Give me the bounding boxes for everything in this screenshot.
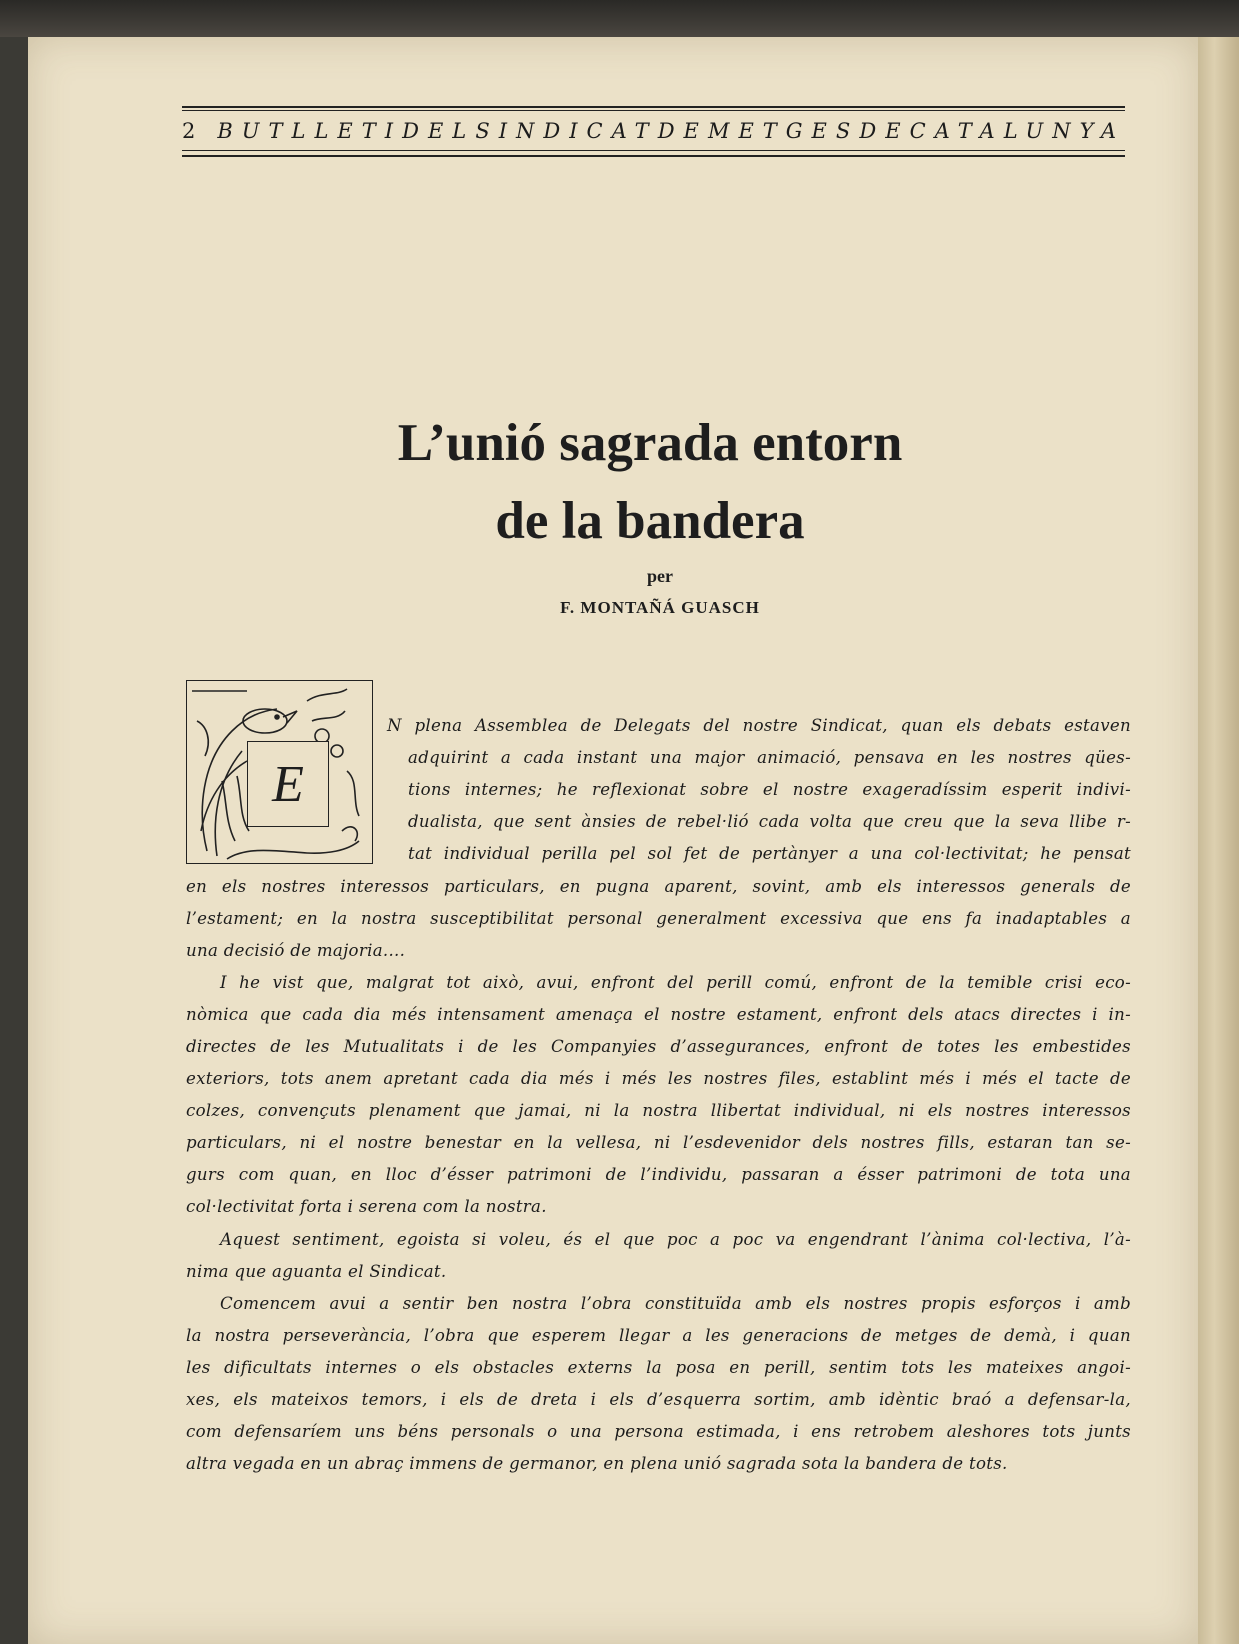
body-line: particulars, ni el nostre benestar en la vellesa, ni l’esdevenidor dels nostres fills, estaran tan se- xyxy=(186,1133,1131,1152)
header-rule-top-thin xyxy=(182,110,1125,111)
body-line: en els nostres interessos particulars, en pugna aparent, sovint, amb els interessos generals de xyxy=(186,877,1131,896)
author-name: F. MONTAÑÁ GUASCH xyxy=(560,598,760,617)
running-header xyxy=(182,114,1125,148)
header-rule-top xyxy=(182,106,1125,108)
body-line: la nostra perseverància, l’obra que esperem llegar a les generacions de metges de demà, i quan xyxy=(186,1326,1131,1345)
page-number: 2 xyxy=(182,119,196,143)
body-line: I he vist que, malgrat tot això, avui, enfront del perill comú, enfront de la temible crisi eco- xyxy=(220,973,1131,992)
running-head-word: BUTLLETI xyxy=(217,119,403,143)
ornamental-initial xyxy=(186,680,373,864)
body-line: nima que aguanta el Sindicat. xyxy=(186,1262,447,1281)
body-line: exteriors, tots anem apretant cada dia més i més les nostres files, establint més i més el tacte de xyxy=(186,1069,1131,1088)
body-line: altra vegada en un abraç immens de germanor, en plena unió sagrada sota la bandera de tots. xyxy=(186,1454,1008,1473)
body-line: N plena Assemblea de Delegats del nostre Sindicat, quan els debats estaven xyxy=(387,716,1131,735)
header-rule-bottom-thin xyxy=(182,150,1125,151)
scan-top-edge xyxy=(0,0,1239,37)
body-line: una decisió de majoria.... xyxy=(186,941,406,960)
body-line: xes, els mateixos temors, i els de dreta i els d’esquerra sortim, amb idèntic braó a defensar-la, xyxy=(186,1390,1131,1409)
body-line: directes de les Mutualitats i de les Companyies d’assegurances, enfront de totes les embestides xyxy=(186,1037,1131,1056)
running-head-word: SINDICAT xyxy=(475,119,658,143)
body-line: adquirint a cada instant una major animació, pensava en les nostres qües- xyxy=(408,748,1131,767)
running-head-word: METGES xyxy=(707,119,860,143)
page-edge xyxy=(1198,37,1239,1644)
title-line-1: L’unió sagrada entorn xyxy=(397,414,903,472)
header-rule-bottom xyxy=(182,155,1125,157)
body-line: dualista, que sent ànsies de rebel·lió cada volta que creu que la seva llibe r- xyxy=(408,812,1131,831)
running-head-word: DEL xyxy=(402,119,476,143)
body-line: nòmica que cada dia més intensament amenaça el nostre estament, enfront dels atacs directes i in- xyxy=(186,1005,1131,1024)
running-head xyxy=(217,119,1125,143)
running-head-word: DE xyxy=(657,119,708,143)
body-line: colzes, convençuts plenament que jamai, ni la nostra llibertat individual, ni els nostres interessos xyxy=(186,1101,1131,1120)
body-line: Aquest sentiment, egoista si voleu, és el que poc a poc va engendrant l’ànima col·lectiva, l’à- xyxy=(220,1230,1131,1249)
running-head-word: DE xyxy=(859,119,910,143)
title-line-2: de la bandera xyxy=(495,492,805,550)
body-line: tions internes; he reflexionat sobre el nostre exageradíssim esperit indivi- xyxy=(408,780,1131,799)
body-line: tat individual perilla pel sol fet de pertànyer a una col·lectivitat; he pensat xyxy=(408,844,1131,863)
body-line: col·lectivitat forta i serena com la nostra. xyxy=(186,1197,547,1216)
body-line: com defensaríem uns béns personals o una persona estimada, i ens retrobem aleshores tots junts xyxy=(186,1422,1131,1441)
running-head-word: CATALUNYA xyxy=(909,119,1125,143)
body-line: l’estament; en la nostra susceptibilitat personal generalment excessiva que ens fa inadaptables a xyxy=(186,909,1131,928)
drop-cap-letter: E xyxy=(247,741,329,827)
body-line: Comencem avui a sentir ben nostra l’obra constituïda amb els nostres propis esforços i amb xyxy=(220,1294,1131,1313)
byline-prefix: per xyxy=(647,566,673,586)
body-line: gurs com quan, en lloc d’ésser patrimoni de l’individu, passaran a ésser patrimoni de tota una xyxy=(186,1165,1131,1184)
article-title xyxy=(230,404,1070,560)
body-line: les dificultats internes o els obstacles externs la posa en perill, sentim tots les mateixes angoi- xyxy=(186,1358,1131,1377)
